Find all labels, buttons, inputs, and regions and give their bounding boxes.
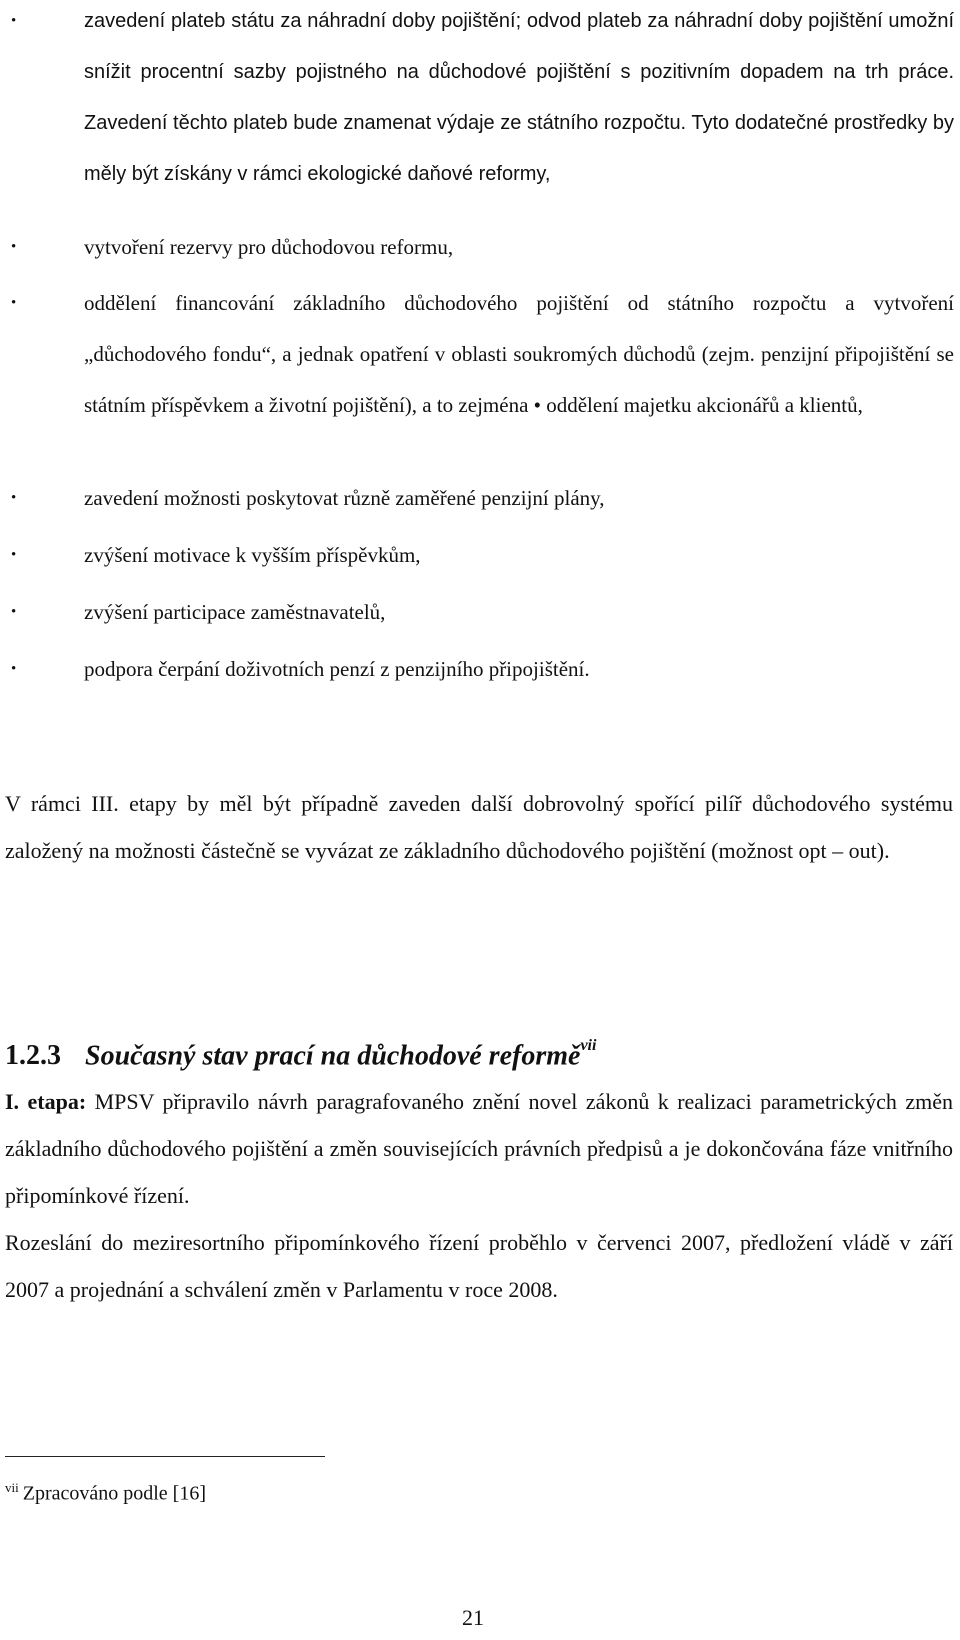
list-item <box>11 644 954 695</box>
list-item <box>11 473 954 524</box>
bullet-marker: • <box>11 604 17 620</box>
footnote-text: Zpracováno podle [16] <box>22 1482 206 1505</box>
list-item <box>11 278 954 431</box>
bullet-marker: • <box>11 295 17 311</box>
section-title: Současný stav prací na důchodové reformě <box>85 1040 581 1072</box>
paragraph-rozeslani: Rozeslání do meziresortního připomínkového řízení proběhlo v červenci 2007, předložení vládě v září 2007 a projednání a schválení změn v Parlamentu v roce 2008. <box>5 1230 953 1302</box>
footnote-reference[interactable]: vii <box>580 1037 597 1054</box>
paragraph-stage-3: V rámci III. etapy by měl být případně zaveden další dobrovolný spořící pilíř důchodového systému založený na možnosti částečně se vyvázat ze základního důchodového pojištění (možnost opt – out). <box>5 791 953 863</box>
bullet-marker: • <box>11 547 17 563</box>
list-item <box>11 530 954 581</box>
list-item-text: zavedení možnosti poskytovat různě zaměřené penzijní plány, <box>84 486 605 510</box>
section-number: 1.2.3 <box>5 1040 61 1072</box>
list-item-text: zvýšení participace zaměstnavatelů, <box>84 600 386 624</box>
stage-1-text: MPSV připravilo návrh paragrafovaného znění novel zákonů k realizaci parametrických změn základního důchodového pojištění a změn souvisejících právních předpisů a je dokončována fáze vnitřního připomínkové řízení. <box>5 1089 953 1208</box>
bullet-marker: • <box>11 13 17 29</box>
paragraph-stage-1 <box>5 1078 953 1219</box>
list-item-text: oddělení financování základního důchodového pojištění od státního rozpočtu a vytvoření „důchodového fondu“, a jednak opatření v oblasti soukromých důchodů (zejm. penzijní připojištění se státním příspěvkem a životní pojištění), a to zejména • oddělení majetku akcionářů a klientů, <box>84 291 954 417</box>
list-item-text: zvýšení motivace k vyšším příspěvkům, <box>84 543 421 567</box>
footnote-marker: vii <box>5 1480 19 1495</box>
list-item <box>11 0 954 200</box>
section-heading <box>5 1030 596 1076</box>
footnote <box>5 1474 206 1508</box>
footnote-divider <box>5 1456 325 1457</box>
list-item <box>11 587 954 638</box>
bullet-marker: • <box>11 239 17 255</box>
list-item-text: zavedení plateb státu za náhradní doby pojištění; odvod plateb za náhradní doby pojištění umožní snížit procentní sazby pojistného na důchodové pojištění s pozitivním dopadem na trh práce. Zavedení těchto plateb bude znamenat výdaje ze státního rozpočtu. Tyto dodatečné prostředky by měly být získány v rámci ekologické daňové reformy, <box>84 10 954 185</box>
stage-1-label: I. etapa: <box>5 1089 87 1114</box>
list-item-text: podpora čerpání doživotních penzí z penzijního připojištění. <box>84 657 590 681</box>
list-item-text: vytvoření rezervy pro důchodovou reformu, <box>84 235 454 259</box>
list-item <box>11 222 954 273</box>
bullet-marker: • <box>11 661 17 677</box>
page-number: 21 <box>462 1605 484 1630</box>
bullet-marker: • <box>11 490 17 506</box>
